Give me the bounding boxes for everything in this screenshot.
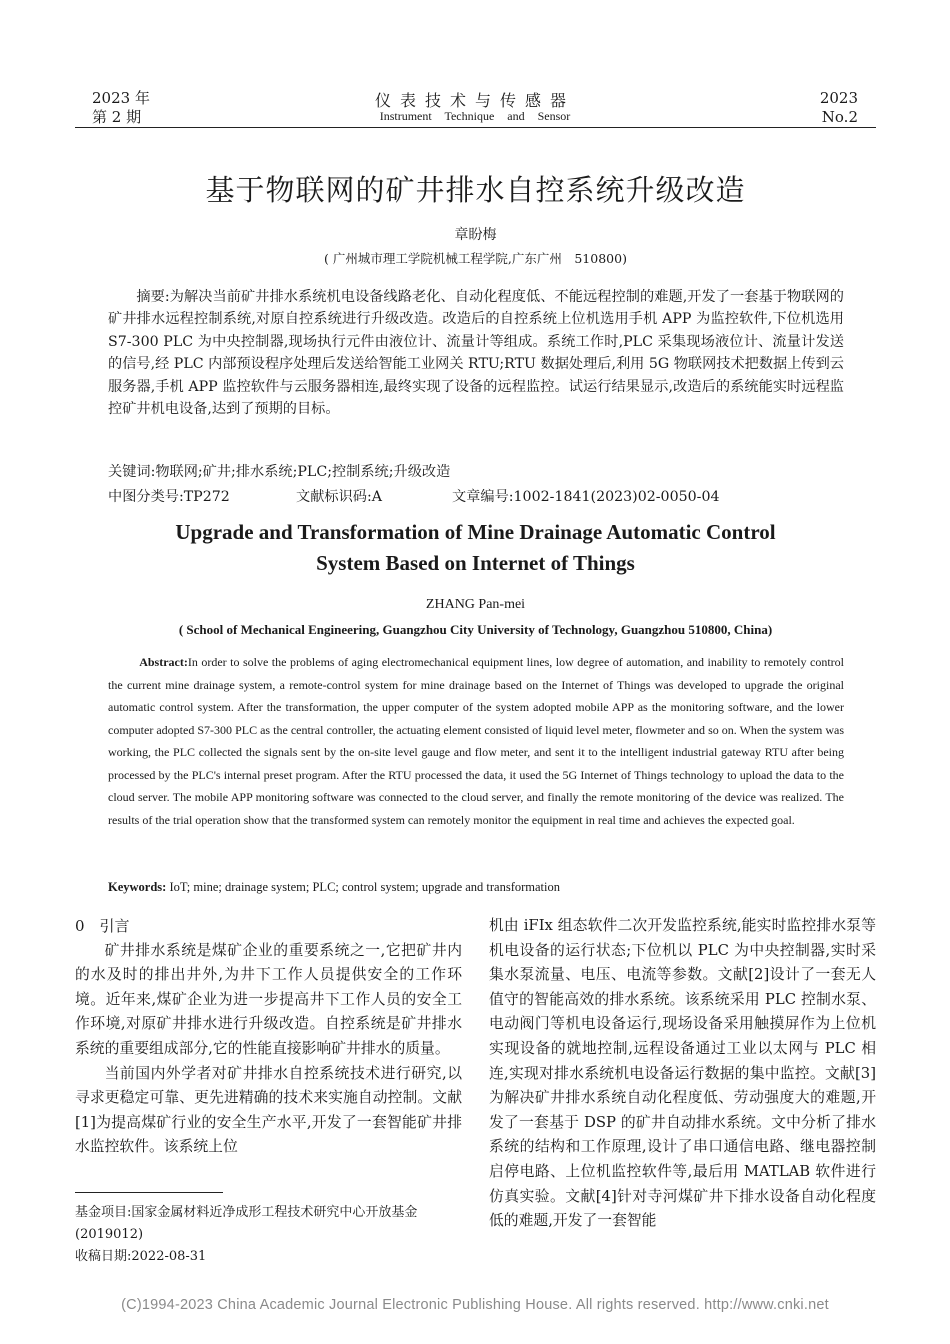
abstract-en-text: In order to solve the problems of aging electromechanical equipment lines, low degree of automation, and inability to remotely control the current mine drainage system, a remote-control system for mine drainage based on the Internet of Things was developed to upgrade the original automatic control system. After the transformation, the upper computer of the system adopted mobile APP as the monitoring software, and the lower computer adopted S7-300 PLC as the central controller, the actuating element consisted of liquid level meter, flowmeter and so on. When the system was working, the PLC collected the signals sent by the on-site level gauge and flow meter, and sent it to the intelligent industrial gateway RTU after being processed by the PLC's internal preset program. After the RTU processed the data, it used the 5G Internet of Things technology to upload the data to the cloud server. The mobile APP monitoring software was connected to the cloud server, and finally the remote monitoring of the device was realized. The results of the trial operation show that the transformed system can remotely monitor the equipment in real time and achieves the expected goal. xyxy=(108,655,844,827)
affiliation-en: ( School of Mechanical Engineering, Guangzhou City University of Technology, Guangzhou 510800, China) xyxy=(178,622,773,637)
section-heading-introduction: 0 引言 xyxy=(75,917,130,935)
keywords-en-text: IoT; mine; drainage system; PLC; control system; upgrade and transformation xyxy=(169,880,560,894)
affiliation-cn: ( 广州城市理工学院机械工程学院,广东广州 510800) xyxy=(324,251,627,266)
footnotes xyxy=(75,1202,462,1268)
header-year-left: 2023 年 xyxy=(92,89,150,107)
footnote-received: 收稿日期:2022-08-31 xyxy=(75,1249,207,1264)
body-right-column xyxy=(489,914,876,1234)
paper-title-en-line2: System Based on Internet of Things xyxy=(316,551,635,575)
clc-number: 中图分类号:TP272 xyxy=(108,489,230,505)
header-issue-left: 第 2 期 xyxy=(92,108,142,126)
classification-line xyxy=(108,486,844,508)
header-issue-right: No.2 xyxy=(821,108,858,126)
right-paragraph: 机由 iFIx 组态软件二次开发监控系统,能实时监控排水泵等机电设备的运行状态;下位机以 PLC 为中央控制器,实时采集水泵流量、电压、电流等参数。文献[2]设计了一套无人值守的智能高效的排水系统。该系统采用 PLC 控制水泵、电动阀门等机电设备运行,现场设备采用触摸屏作为上位机实现设备的就地控制,远程设备通过工业以太网与 PLC 相连,实现对排水系统机电设备运行数据的集中监控。文献[3]为解决矿井排水系统自动化程度低、劳动强度大的难题,开发了一套基于 DSP 的矿井自动排水系统。文中分析了排水系统的结构和工作原理,设计了串口通信电路、继电器控制启停电路、上位机监控软件等,最后用 MATLAB 软件进行仿真实验。文献[4]针对寺河煤矿井下排水设备自动化程度低的难题,开发了一套智能 xyxy=(489,917,876,1230)
copyright-footer: (C)1994-2023 China Academic Journal Electronic Publishing House. All rights reserved. http://www.cnki.net xyxy=(121,1297,829,1313)
abstract-en-label: Abstract: xyxy=(139,655,188,669)
paper-title-en xyxy=(75,517,876,579)
author-en: ZHANG Pan-mei xyxy=(425,597,526,612)
abstract-cn xyxy=(108,286,844,420)
paper-title-cn: 基于物联网的矿井排水自控系统升级改造 xyxy=(205,173,746,207)
footnote-rule xyxy=(75,1192,223,1193)
document-code: 文献标识码:A xyxy=(296,489,382,505)
intro-paragraph-2: 当前国内外学者对矿井排水自控系统技术进行研究,以寻求更稳定可靠、更先进精确的技术来实施自动控制。文献[1]为提高煤矿行业的安全生产水平,开发了一套智能矿井排水监控软件。该系统上位 xyxy=(75,1064,462,1156)
paper-title-en-line1: Upgrade and Transformation of Mine Drainage Automatic Control xyxy=(175,520,776,544)
keywords-cn: 关键词:物联网;矿井;排水系统;PLC;控制系统;升级改造 xyxy=(108,464,451,480)
abstract-en xyxy=(108,651,844,831)
journal-title-cn: 仪表技术与传感器 xyxy=(374,91,575,110)
intro-paragraph-1: 矿井排水系统是煤矿企业的重要系统之一,它把矿井内的水及时的排出井外,为井下工作人员提供安全的工作环境。近年来,煤矿企业为进一步提高井下工作人员的安全工作环境,对原矿井排水进行升级改造。自控系统是矿井排水系统的重要组成部分,它的性能直接影响矿井排水的质量。 xyxy=(75,941,462,1057)
header-year-right: 2023 xyxy=(819,89,858,107)
footnote-fund: 基金项目:国家金属材料近净成形工程技术研究中心开放基金(2019012) xyxy=(75,1205,418,1242)
keywords-en xyxy=(108,880,844,895)
keywords-en-label: Keywords: xyxy=(108,880,167,894)
article-number: 文章编号:1002-1841(2023)02-0050-04 xyxy=(452,489,720,505)
body-left-column xyxy=(75,914,462,1160)
header-rule xyxy=(75,127,876,128)
abstract-cn-text: 摘要:为解决当前矿井排水系统机电设备线路老化、自动化程度低、不能远程控制的难题,开发了一套基于物联网的矿井排水远程控制系统,对原自控系统进行升级改造。改造后的自控系统上位机选用手机 APP 为监控软件,下位机选用 S7-300 PLC 为中央控制器,现场执行元件由液位计、流量计等组成。系统工作时,PLC 采集现场液位计、流量计发送的信号,经 PLC 内部预设程序处理后发送给智能工业网关 RTU;RTU 数据处理后,利用 5G 物联网技术把数据上传到云服务器,手机 APP 监控软件与云服务器相连,最终实现了设备的远程监控。试运行结果显示,改造后的系统能实时远程监控矿井机电设备,达到了预期的目标。 xyxy=(108,289,844,418)
author-cn: 章盼梅 xyxy=(454,227,497,243)
journal-title-en: Instrument Technique and Sensor xyxy=(379,109,571,123)
